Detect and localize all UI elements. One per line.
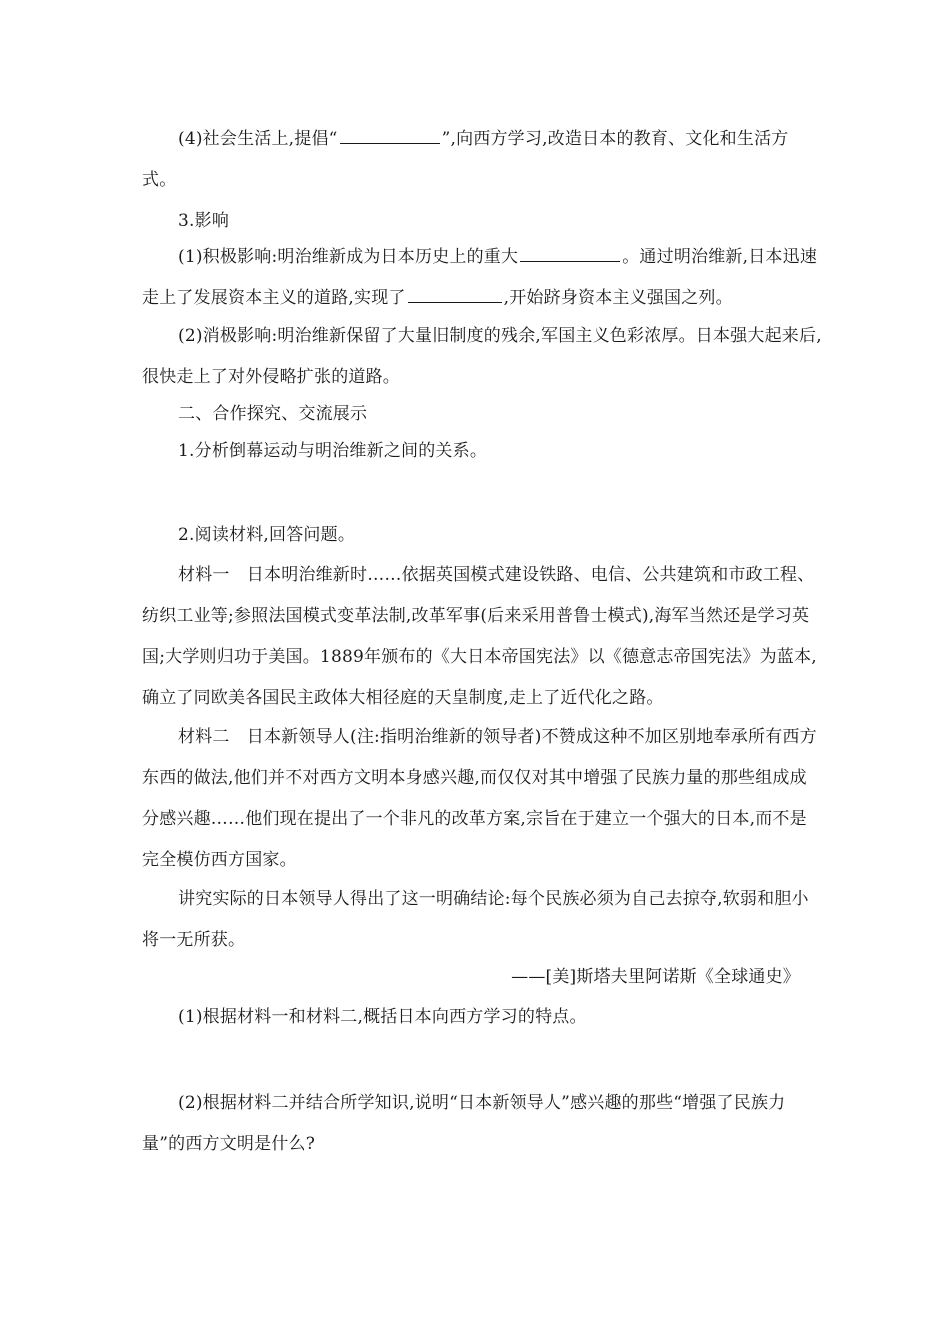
item4-text-post: ”,向西方学习,改造日本的教育、文化和生活方 xyxy=(441,129,789,149)
positive2-text-pre: 走上了发展资本主义的道路,实现了 xyxy=(142,288,406,308)
material2-line6: 将一无所获。 xyxy=(142,930,246,950)
fill-blank-2[interactable] xyxy=(520,245,620,262)
material2-line4: 完全模仿西方国家。 xyxy=(142,850,297,870)
material1-line1: 材料一 日本明治维新时……依据英国模式建设铁路、电信、公共建筑和市政工程、 xyxy=(178,565,815,585)
positive-text-post: 。通过明治维新,日本迅速 xyxy=(622,247,818,267)
material1-line2: 纺织工业等;参照法国模式变革法制,改革军事(后来采用普鲁士模式),海军当然还是学习英 xyxy=(142,606,810,626)
material2-line3: 分感兴趣……他们现在提出了一个非凡的改革方案,宗旨在于建立一个强大的日本,而不是 xyxy=(142,809,807,829)
sub-question-1: (1)根据材料一和材料二,概括日本向西方学习的特点。 xyxy=(178,1007,587,1027)
material1-line4: 确立了同欧美各国民主政体大相径庭的天皇制度,走上了近代化之路。 xyxy=(142,688,664,708)
sub-question-2-line1: (2)根据材料二并结合所学知识,说明“日本新领导人”感兴趣的那些“增强了民族力 xyxy=(178,1093,786,1113)
negative-influence-line2: 很快走上了对外侵略扩张的道路。 xyxy=(142,367,400,387)
heading-influence: 3.影响 xyxy=(178,211,230,231)
sub-question-2-line2: 量”的西方文明是什么? xyxy=(142,1134,316,1154)
material2-line1: 材料二 日本新领导人(注:指明治维新的领导者)不赞成这种不加区别地奉承所有西方 xyxy=(178,727,817,747)
positive-influence-line1 xyxy=(178,245,817,268)
fill-blank-1[interactable] xyxy=(340,127,440,144)
question-2: 2.阅读材料,回答问题。 xyxy=(178,525,356,545)
negative-influence-line1: (2)消极影响:明治维新保留了大量旧制度的残余,军国主义色彩浓厚。日本强大起来后, xyxy=(178,326,822,346)
material1-line3: 国;大学则归功于美国。1889年颁布的《大日本帝国宪法》以《德意志帝国宪法》为蓝本, xyxy=(142,647,817,667)
positive2-text-post: ,开始跻身资本主义强国之列。 xyxy=(503,288,733,308)
item4-line xyxy=(178,127,788,150)
item4-continuation: 式。 xyxy=(142,170,177,190)
section2-heading: 二、合作探究、交流展示 xyxy=(178,404,368,424)
source-citation: ——[美]斯塔夫里阿诺斯《全球通史》 xyxy=(511,967,800,987)
positive-influence-line2 xyxy=(142,286,733,309)
question-1: 1.分析倒幕运动与明治维新之间的关系。 xyxy=(178,441,488,461)
material2-line5: 讲究实际的日本领导人得出了这一明确结论:每个民族必须为自己去掠夺,软弱和胆小 xyxy=(178,889,809,909)
positive-text-pre: (1)积极影响:明治维新成为日本历史上的重大 xyxy=(178,247,519,267)
item4-text-pre: (4)社会生活上,提倡“ xyxy=(178,129,338,149)
fill-blank-3[interactable] xyxy=(408,286,502,303)
material2-line2: 东西的做法,他们并不对西方文明本身感兴趣,而仅仅对其中增强了民族力量的那些组成成 xyxy=(142,768,807,788)
